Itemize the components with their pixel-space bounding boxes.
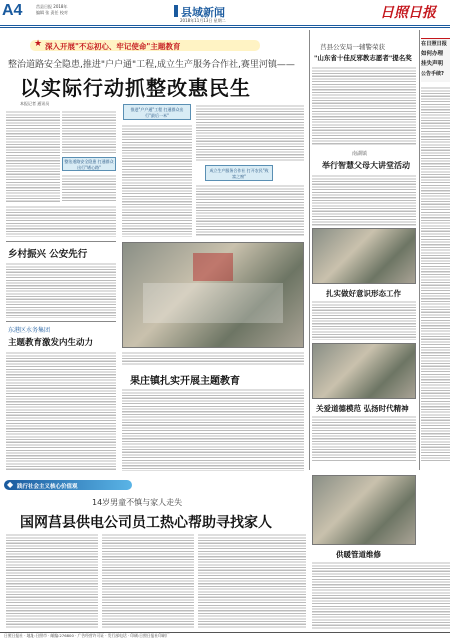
center-story-title: 果庄镇扎实开展主题教育 [130,376,240,387]
left-story-1-title: 乡村振兴 公安先行 [8,249,88,260]
lead-body-text-4 [6,205,116,237]
campaign-banner [30,40,260,51]
moral-model-title: 关爱道德模范 弘扬时代精神 [316,404,409,413]
star-icon: ★ [34,39,43,49]
photo-caption [122,351,304,365]
left-story-2-title: 主题教育激发内生动力 [8,338,94,348]
subhead-box-2 [123,104,191,120]
activity-title: 举行智慧父母大讲堂活动 [322,161,410,170]
bottom-banner-text: 践行社会主义核心价值观 [17,483,78,490]
center-story-body [122,388,304,471]
page-info: 莒县日报 2018年 [36,4,68,9]
left-story-2-kicker: 东港区水务集团 [8,327,51,334]
subhead-2: 推进"户户通"工程 打通群众出行"最后一米" [130,107,184,118]
notice-box [421,38,450,82]
school-label: 南湖镇 [352,151,368,157]
heating-repair-body [312,561,450,629]
masthead-rule [0,25,450,26]
date-line: 2018年11月13日 星期二 [180,18,226,23]
ceremony-photo [122,242,304,348]
bottom-banner-icon: ◆ [7,480,14,489]
activity-body [312,174,416,226]
notice-label-1: 在日照日报 [421,41,447,47]
lead-body-text-3 [62,174,116,202]
subhead-box-1 [62,157,116,171]
lead-body-text-2 [62,110,116,154]
subhead-3: 成立生产服务合作社 打开农民"致富之窗" [209,168,269,179]
moral-model-body [312,415,416,461]
bottom-body-1 [6,533,98,629]
lead-title: 以实际行动抓整改惠民生 [20,76,251,100]
bottom-title: 国网莒县供电公司员工热心帮助寻找家人 [20,515,272,531]
divider [6,241,116,242]
right-top-kicker: 莒县公安局一辅警荣获 [320,43,385,51]
notice-label-2: 如何办理 [421,51,444,57]
section-marker [174,5,178,17]
divider [6,321,116,322]
subhead-box-3 [205,165,273,181]
lead-byline: 本报记者 通讯员 [20,101,50,106]
column-divider [309,30,310,470]
heating-repair-title: 供暖管道维修 [336,550,381,559]
center-body-text-3 [196,184,304,237]
left-story-1-body [6,262,116,318]
center-body-text [122,124,192,237]
bottom-kicker: 14岁男童不慎与家人走失 [92,498,183,507]
heating-repair-photo [312,475,416,545]
right-top-body [312,66,416,146]
bottom-body-2 [102,533,194,629]
moral-model-photo [312,343,416,399]
notice-label-4: 公告手续? [421,71,444,77]
banner-text: 深入开展"不忘初心、牢记使命"主题教育 [45,42,181,51]
picture-body [312,300,416,340]
lead-body-text [6,110,60,202]
footer-text: 日照日报社 · 地址:日照市 · 邮编:276800 · 广告经营许可证 · 发行部电话 · 印刷:日照日报社印刷厂 [4,633,170,638]
column-divider [419,30,420,470]
editor-info: 编辑 张 责任 校对 [36,10,68,15]
masthead [0,0,450,40]
picture-title: 扎实做好意识形态工作 [326,289,401,298]
section-title: 县域新闻 [181,6,225,19]
paper-logo: 日照日报 [380,5,436,21]
left-story-2-body [6,351,116,471]
right-top-title: "山东省十佳反邪教志愿者"提名奖 [314,54,412,62]
subhead-1: 整治道路安全隐患 打通群众出行"堵心路" [64,159,114,170]
page-number: A4 [2,2,23,19]
masthead-rule-2 [0,27,450,28]
activity-photo [312,228,416,284]
center-body-text-2 [196,104,304,162]
bottom-banner [4,480,132,490]
notice-label-3: 挂失声明 [421,61,444,67]
lead-kicker: 整治道路安全隐患,推进"户户通"工程,成立生产服务合作社,赛里河镇—— [8,60,295,70]
bottom-body-3 [198,533,306,629]
notice-body [421,86,450,461]
